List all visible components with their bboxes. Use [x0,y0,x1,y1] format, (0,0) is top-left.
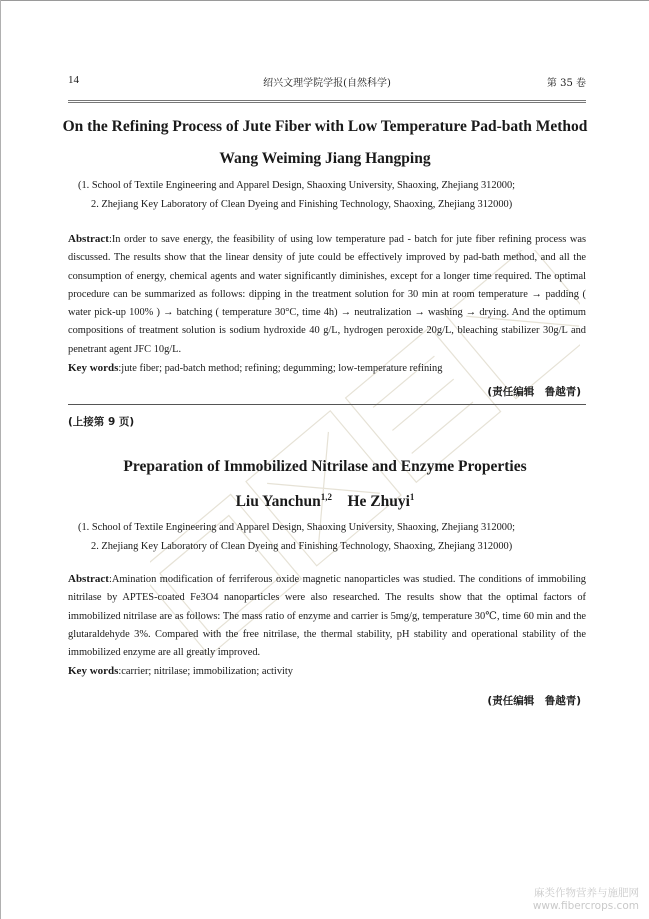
article2-title: Preparation of Immobilized Nitrilase and Enzyme Properties [123,458,527,475]
keywords-text: :jute fiber; pad-batch method; refining; degumming; low-temperature refining [118,363,443,375]
author-affiliation-mark: 1 [409,492,415,502]
continued-note: (上接第 9 页) [68,416,135,428]
author-affiliation-mark: 1,2 [320,492,332,502]
section-separator [68,404,586,405]
volume-label: 第 35 卷 [546,78,586,89]
author-name: He Zhuyi [347,493,410,511]
site-watermark [533,887,639,913]
page-top-border [0,0,649,1]
abstract-label: Abstract [68,573,109,585]
affiliation-line: 2. Zhejiang Key Laboratory of Clean Dyeing and Finishing Technology, Shaoxing, Zhejiang 312000) [91,541,513,552]
article1-abstract [68,230,586,378]
article2-editor: (责任编辑 鲁越青) [487,695,581,707]
article2-authors [40,492,610,511]
site-watermark-name: 麻类作物营养与施肥网 [534,887,639,899]
affiliation-line: (1. School of Textile Engineering and Apparel Design, Shaoxing University, Shaoxing, Zhejiang 312000; [78,522,516,533]
affiliation-line: (1. School of Textile Engineering and Apparel Design, Shaoxing University, Shaoxing, Zhejiang 312000; [78,180,516,191]
keywords-label: Key words [68,665,119,678]
abstract-text: :In order to save energy, the feasibility of using low temperature pad - batch for jute fiber refining process was discussed. The results show that the linear density of jute could be effectively improved by pad-bath method, and all the consumption of energy, chemical agents and water significantly diminishes, except for a longer time required. The optimal procedure can be summarized as follows: dipping in the treatment solution for 30 min at room temperature → padding ( water pick-up 100% ) → batching ( temperature 30°C, time 4h) → neutralization → washing → drying. And the optimum compositions of treatment solution is sodium hydroxide 40 g/L, hydrogen peroxide 20g/L, bleaching stabilizer 30g/L and penetrant agent JFC 10g/L. [68,234,586,355]
author-name: Liu Yanchun [235,493,321,511]
keywords-label: Key words [68,362,119,375]
article2-abstract [68,570,586,682]
article2-affiliations [78,518,598,556]
abstract-label: Abstract [68,233,109,245]
keywords-text: :carrier; nitrilase; immobilization; activity [118,666,293,678]
article1-title: On the Refining Process of Jute Fiber with Low Temperature Pad-bath Method [62,118,588,135]
header-double-rule [68,100,586,103]
affiliation-line: 2. Zhejiang Key Laboratory of Clean Dyeing and Finishing Technology, Shaoxing, Zhejiang 312000) [91,199,513,210]
running-head [68,74,586,90]
page-left-border [0,0,1,919]
article1-editor: (责任编辑 鲁越青) [487,386,581,398]
article1-authors: Wang Weiming Jiang Hangping [219,150,431,167]
site-watermark-url: www.fibercrops.com [532,900,639,912]
journal-name: 绍兴文理学院学报(自然科学) [263,78,391,89]
abstract-text: :Amination modification of ferriferous oxide magnetic nanoparticles was studied. The conditions of immobiling nitrilase by APTES-coated Fe3O4 nanoparticles were also researched. The results show that the optimal factors of immobilized nitrilase are as follows: The mass ratio of enzyme and carrier is 5mg/g, temperature 30℃, time 60 min and the glutaraldehyde 3%. Compared with the free nitrilase, the thermal stability, pH stability and operational stability of the immobilized enzyme are all greatly improved. [68,574,586,659]
article1-affiliations [78,176,598,214]
page-number: 14 [68,74,79,86]
